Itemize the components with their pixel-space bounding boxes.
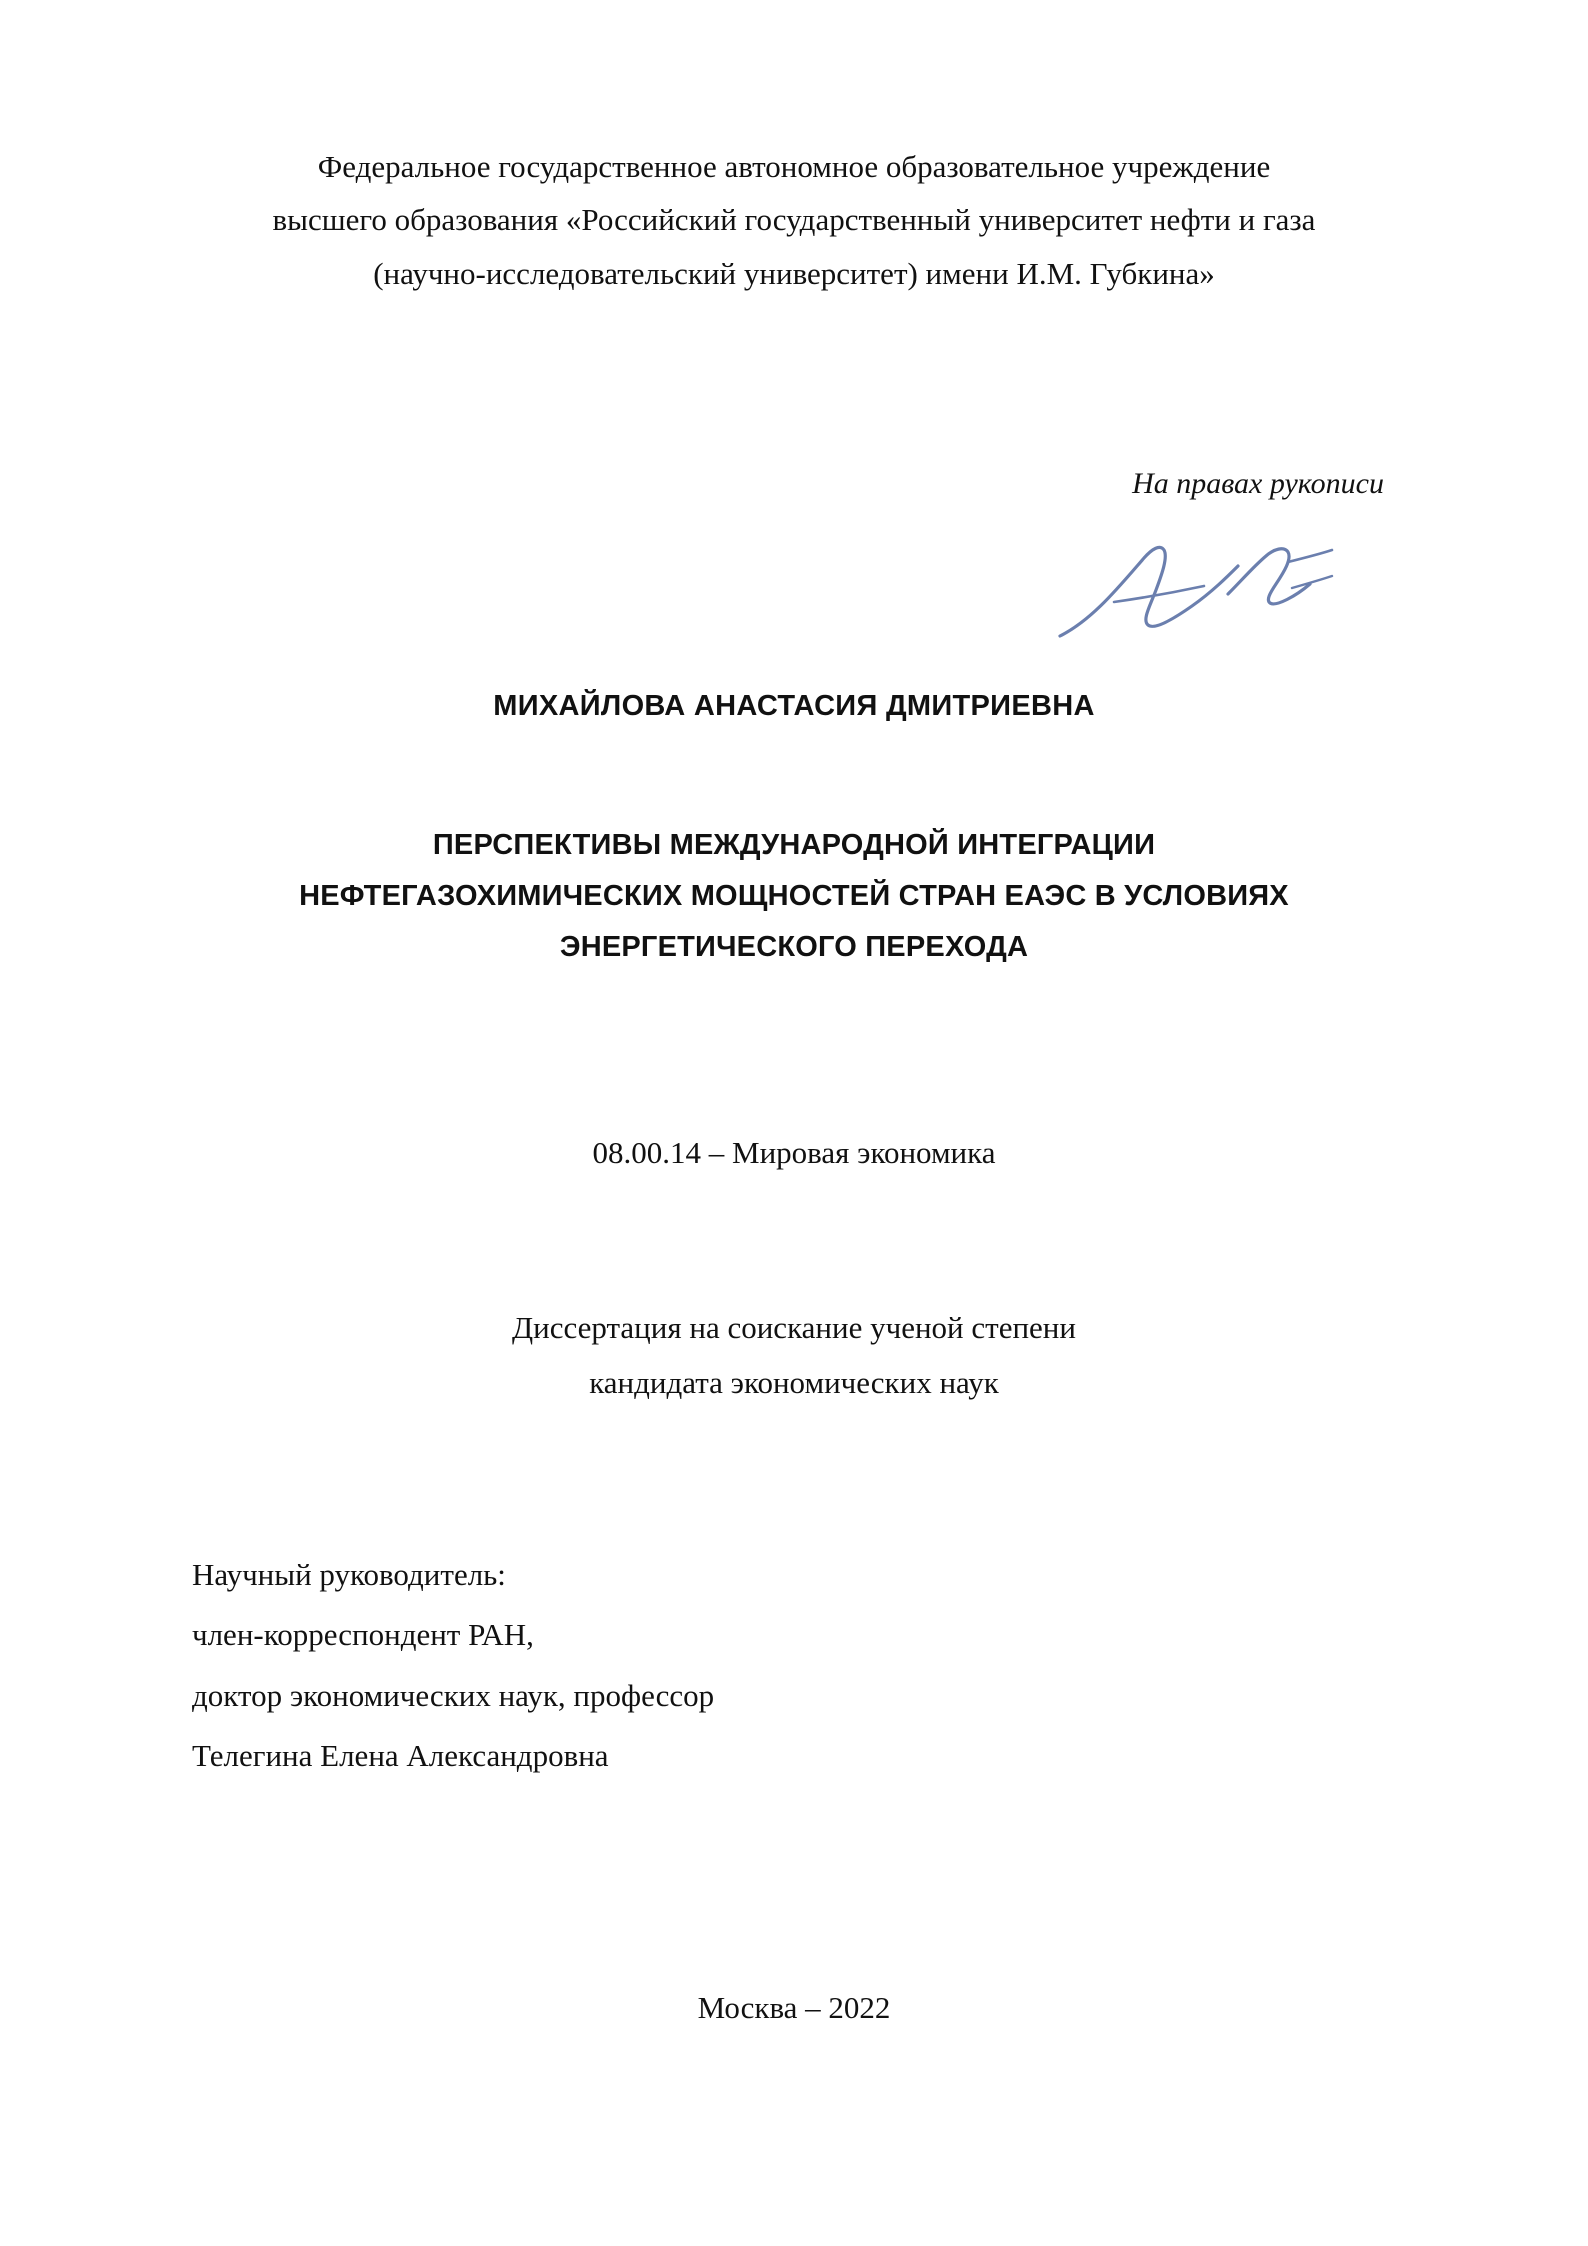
supervisor-label: Научный руководитель: (192, 1557, 506, 1592)
dissertation-title (186, 820, 1402, 972)
institution-line-2: высшего образования «Российский государственный университет нефти и газа (272, 202, 1316, 238)
title-line-2: НЕФТЕГАЗОХИМИЧЕСКИХ МОЩНОСТЕЙ СТРАН ЕАЭС В УСЛОВИЯХ (299, 879, 1289, 912)
supervisor-rank: член-корреспондент РАН, (192, 1617, 534, 1653)
manuscript-rights-note: На правах рукописи (1132, 467, 1384, 500)
degree-line-1: Диссертация на соискание ученой степени (512, 1310, 1076, 1345)
degree-statement (186, 1300, 1402, 1410)
title-line-1: ПЕРСПЕКТИВЫ МЕЖДУНАРОДНОЙ ИНТЕГРАЦИИ (432, 829, 1156, 861)
supervisor-degree: доктор экономических наук, профессор (192, 1677, 715, 1713)
title-line-3: ЭНЕРГЕТИЧЕСКОГО ПЕРЕХОДА (559, 930, 1029, 963)
page-content (186, 0, 1402, 2246)
city-year: Москва – 2022 (697, 1990, 891, 2025)
degree-line-2: кандидата экономических наук (589, 1365, 999, 1401)
handwritten-signature-icon (1052, 528, 1342, 658)
institution-line-3: (научно-исследовательский университет) имени И.М. Губкина» (373, 255, 1215, 291)
author-name: МИХАЙЛОВА АНАСТАСИЯ ДМИТРИЕВНА (493, 690, 1095, 722)
supervisor-block (192, 1545, 1092, 1787)
institution-heading (186, 140, 1402, 300)
specialty-code: 08.00.14 – Мировая экономика (592, 1135, 996, 1170)
institution-line-1: Федеральное государственное автономное образовательное учреждение (317, 149, 1271, 184)
supervisor-name: Телегина Елена Александровна (192, 1738, 609, 1774)
